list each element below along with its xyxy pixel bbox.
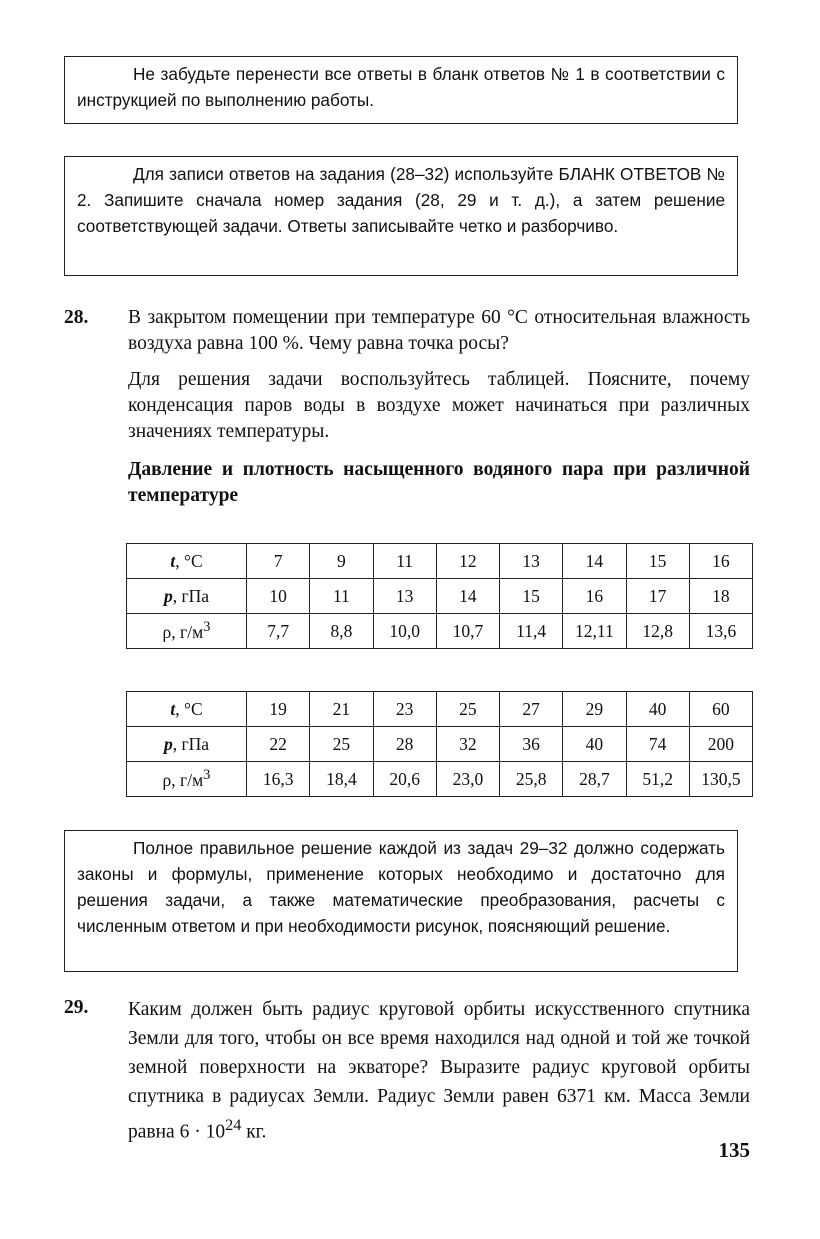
task-29-question: Каким должен быть радиус круговой орбиты искусственного спутника Земли для того, чтобы он все время находился над одной и той же точкой земной поверхности на экваторе? Выразите радиус круговой орбиты спутника в радиусах Земли. Радиус Земли равен 6371 км. Масса Земли равна $6 \cdot 10^{24}$ кг. xyxy=(128,999,750,1143)
table-cell: 28 xyxy=(373,727,436,762)
table-cell: 16 xyxy=(689,544,752,579)
table-cell: 10,0 xyxy=(373,614,436,649)
table-cell: 27 xyxy=(500,692,563,727)
table-cell: 7 xyxy=(247,544,310,579)
table-cell: 13 xyxy=(500,544,563,579)
table-cell: 8,8 xyxy=(310,614,373,649)
row-header-pressure: p, гПа xyxy=(127,727,247,762)
table-cell: 9 xyxy=(310,544,373,579)
table-cell: 18 xyxy=(689,579,752,614)
table-cell: 74 xyxy=(626,727,689,762)
table-cell: 25,8 xyxy=(500,762,563,797)
table-cell: 36 xyxy=(500,727,563,762)
table-cell: 29 xyxy=(563,692,626,727)
row-header-temperature: t, °С xyxy=(127,692,247,727)
table-cell: 28,7 xyxy=(563,762,626,797)
vapor-table-2 xyxy=(126,691,753,797)
table-cell: 32 xyxy=(436,727,499,762)
table-row-pressure xyxy=(127,579,753,614)
table-cell: 12 xyxy=(436,544,499,579)
table-cell: 23,0 xyxy=(436,762,499,797)
table-cell: 40 xyxy=(626,692,689,727)
table-cell: 25 xyxy=(310,727,373,762)
row-header-density: ρ, $г/м^3$ xyxy=(127,762,247,797)
notice-answer-sheet-2-text: Для записи ответов на задания (28–32) используйте БЛАНК ОТВЕТОВ № 2. Запишите сначала номер задания (28, 29 и т. д.), а затем решение соответствующей задачи. Ответы записывайте четко и разборчиво. xyxy=(77,164,725,236)
table-cell: 11 xyxy=(310,579,373,614)
table-cell: 25 xyxy=(436,692,499,727)
table-cell: 7,7 xyxy=(247,614,310,649)
row-header-temperature: t, °С xyxy=(127,544,247,579)
notice-full-solution xyxy=(64,830,738,972)
table-cell: 20,6 xyxy=(373,762,436,797)
task-29-number: 29. xyxy=(64,997,89,1018)
table-cell: 14 xyxy=(563,544,626,579)
table-cell: 130,5 xyxy=(689,762,752,797)
table-caption: Давление и плотность насыщенного водяного пара при различной температуре xyxy=(128,459,750,506)
table-cell: 16 xyxy=(563,579,626,614)
table-cell: 22 xyxy=(247,727,310,762)
table-cell: 11,4 xyxy=(500,614,563,649)
page-number: 135 xyxy=(718,1138,750,1162)
task-29 xyxy=(64,995,750,1147)
row-header-density: ρ, $г/м^3$ xyxy=(127,614,247,649)
table-cell: 16,3 xyxy=(247,762,310,797)
table-cell: 40 xyxy=(563,727,626,762)
task-28-instruction: Для решения задачи воспользуйтесь таблицей. Поясните, почему конденсация паров воды в воздухе может начинаться при различных значениях температуры. xyxy=(128,369,750,442)
table-row-density xyxy=(127,614,753,649)
table-cell: 12,11 xyxy=(563,614,626,649)
table-cell: 18,4 xyxy=(310,762,373,797)
table-cell: 60 xyxy=(689,692,752,727)
table-row-density xyxy=(127,762,753,797)
task-28 xyxy=(64,305,750,509)
table-cell: 15 xyxy=(500,579,563,614)
table-cell: 21 xyxy=(310,692,373,727)
table-cell: 10,7 xyxy=(436,614,499,649)
table-cell: 12,8 xyxy=(626,614,689,649)
table-cell: 51,2 xyxy=(626,762,689,797)
notice-answer-sheet-1 xyxy=(64,56,738,124)
task-28-question: В закрытом помещении при температуре 60 °С относительная влажность воздуха равна 100 %. Чему равна точка росы? xyxy=(128,307,750,354)
table-row-pressure xyxy=(127,727,753,762)
notice-full-solution-text: Полное правильное решение каждой из задач 29–32 должно содержать законы и формулы, применение которых необходимо и достаточно для решения задачи, а также математические преобразования, расчеты с численным ответом и при необходимости рисунок, поясняющий решение. xyxy=(77,838,725,936)
vapor-table-1 xyxy=(126,543,753,649)
table-cell: 23 xyxy=(373,692,436,727)
table-cell: 19 xyxy=(247,692,310,727)
table-cell: 14 xyxy=(436,579,499,614)
table-cell: 15 xyxy=(626,544,689,579)
notice-answer-sheet-2 xyxy=(64,156,738,276)
table-cell: 13 xyxy=(373,579,436,614)
table-row-temperature xyxy=(127,544,753,579)
table-cell: 17 xyxy=(626,579,689,614)
table-row-temperature xyxy=(127,692,753,727)
table-cell: 10 xyxy=(247,579,310,614)
notice-answer-sheet-1-text: Не забудьте перенести все ответы в бланк ответов № 1 в соответствии с инструкцией по выполнению работы. xyxy=(77,64,725,110)
table-cell: 200 xyxy=(689,727,752,762)
row-header-pressure: p, гПа xyxy=(127,579,247,614)
table-cell: 13,6 xyxy=(689,614,752,649)
table-cell: 11 xyxy=(373,544,436,579)
task-28-number: 28. xyxy=(64,307,89,328)
